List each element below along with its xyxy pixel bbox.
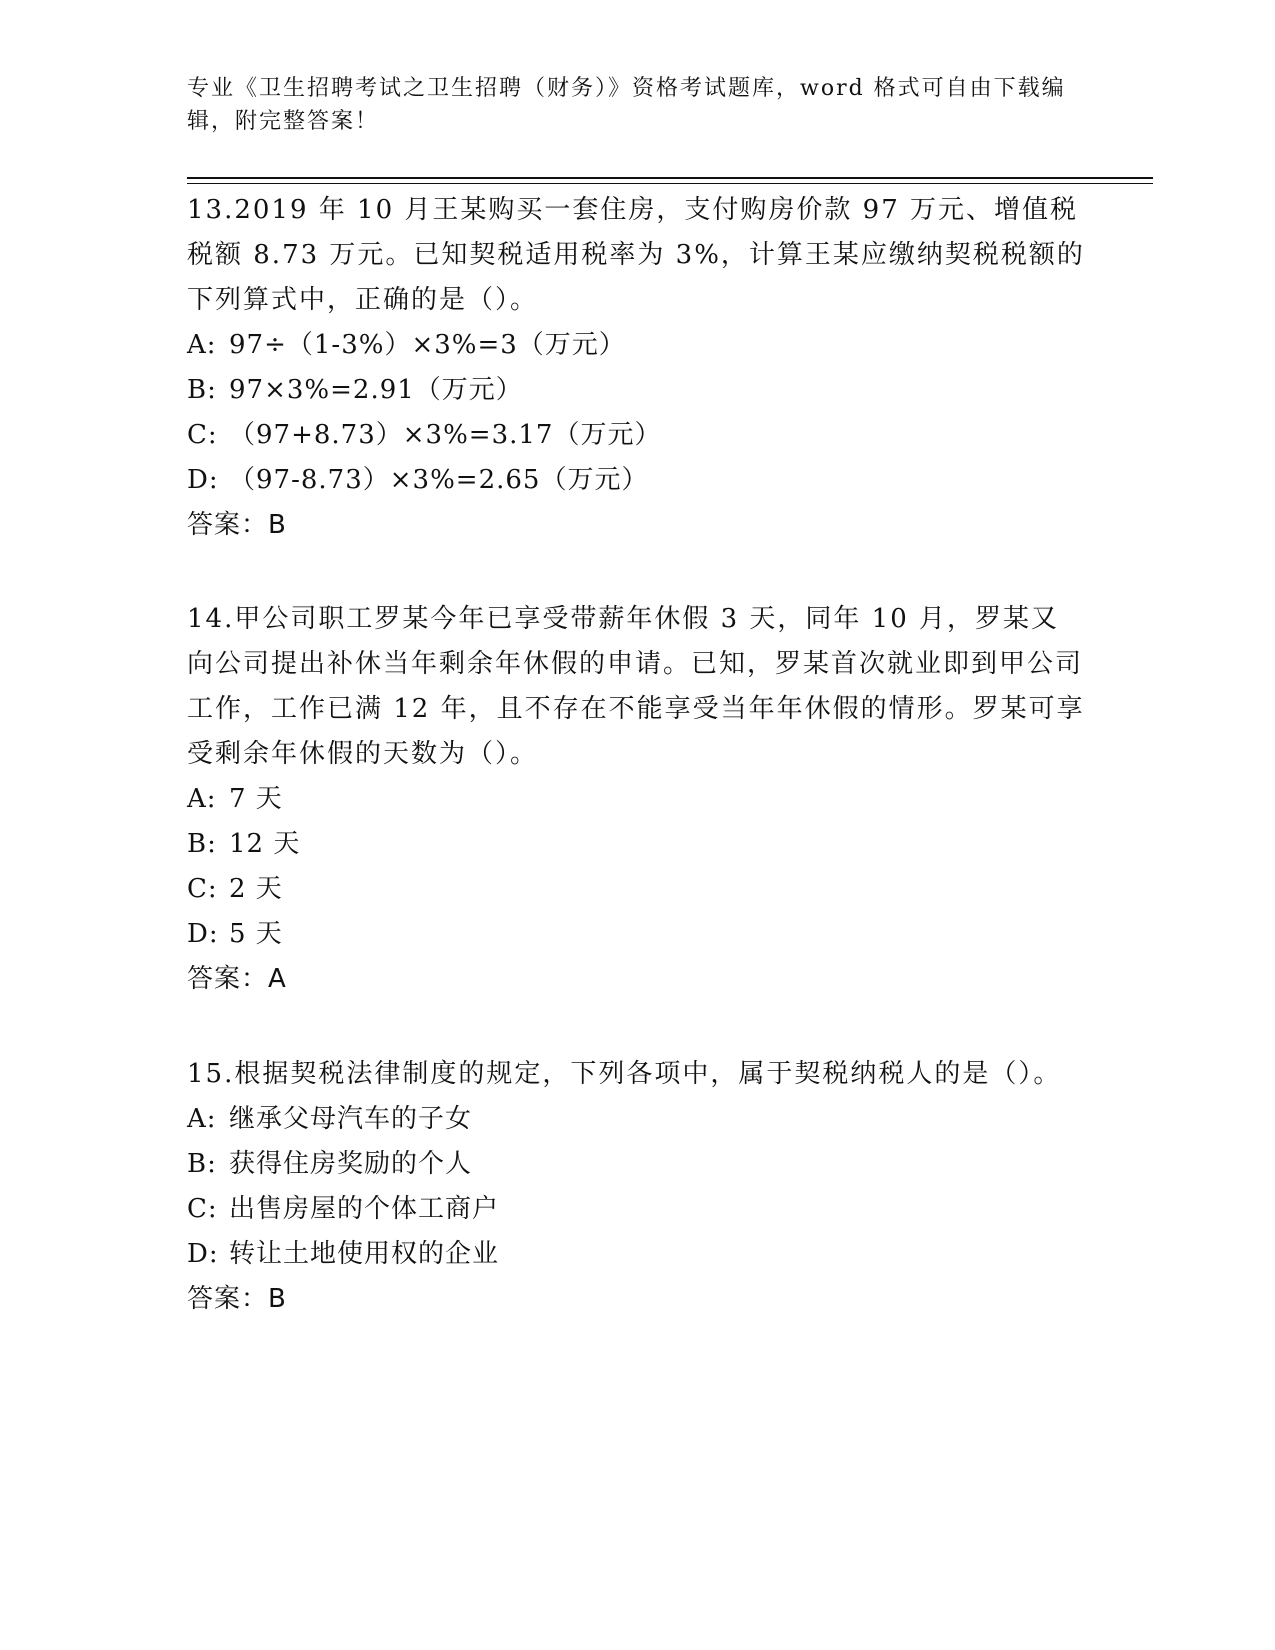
option-c	[187, 1187, 1087, 1232]
option-key: A:	[187, 1104, 217, 1134]
option-key: C:	[187, 420, 218, 450]
option-text: 2 天	[229, 874, 283, 904]
option-d	[187, 912, 1087, 957]
question-stem: 14.甲公司职工罗某今年已享受带薪年休假 3 天，同年 10 月，罗某又向公司提出补休当年剩余年休假的申请。已知，罗某首次就业即到甲公司工作，工作已满 12 年，且不存在不能享受当年年休假的情形。罗某可享受剩余年休假的天数为（）。	[187, 604, 1085, 769]
option-key: C:	[187, 874, 218, 904]
answer-label: 答案：A	[187, 964, 287, 994]
option-b	[187, 368, 1087, 413]
header-divider-thin	[187, 183, 1153, 184]
option-text: 出售房屋的个体工商户	[229, 1194, 500, 1224]
option-a	[187, 323, 1087, 368]
option-key: D:	[187, 919, 219, 949]
answer-label: 答案：B	[187, 510, 287, 540]
option-text: 97÷（1-3%）×3%=3（万元）	[229, 330, 626, 360]
option-key: D:	[187, 1239, 219, 1269]
option-key: B:	[187, 1149, 217, 1179]
option-text: （97+8.73）×3%=3.17（万元）	[229, 420, 662, 450]
question-stem: 13.2019 年 10 月王某购买一套住房，支付购房价款 97 万元、增值税税额 8.73 万元。已知契税适用税率为 3%，计算王某应缴纳契税税额的下列算式中，正确的是（）。	[187, 195, 1085, 315]
question-14	[187, 597, 1087, 1002]
option-key: B:	[187, 375, 217, 405]
option-text: 继承父母汽车的子女	[229, 1104, 473, 1134]
option-a	[187, 777, 1087, 822]
option-b	[187, 1142, 1087, 1187]
question-13	[187, 188, 1087, 548]
header-divider-thick	[187, 177, 1153, 179]
option-b	[187, 822, 1087, 867]
option-key: D:	[187, 465, 219, 495]
option-text: 97×3%=2.91（万元）	[229, 375, 523, 405]
option-c	[187, 413, 1087, 458]
question-15	[187, 1052, 1087, 1322]
option-c	[187, 867, 1087, 912]
question-stem: 15.根据契税法律制度的规定，下列各项中，属于契税纳税人的是（）。	[187, 1059, 1062, 1089]
option-d	[187, 1232, 1087, 1277]
answer-label: 答案：B	[187, 1284, 287, 1314]
option-text: 转让土地使用权的企业	[229, 1239, 500, 1269]
option-key: A:	[187, 784, 217, 814]
option-text: 5 天	[229, 919, 283, 949]
option-text: 12 天	[229, 829, 301, 859]
document-header: 专业《卫生招聘考试之卫生招聘（财务）》资格考试题库，word 格式可自由下载编辑，附完整答案！	[187, 76, 1066, 134]
option-a	[187, 1097, 1087, 1142]
option-text: 获得住房奖励的个人	[229, 1149, 473, 1179]
option-d	[187, 458, 1087, 503]
option-text: 7 天	[229, 784, 283, 814]
option-text: （97-8.73）×3%=2.65（万元）	[229, 465, 649, 495]
option-key: A:	[187, 330, 217, 360]
option-key: C:	[187, 1194, 218, 1224]
option-key: B:	[187, 829, 217, 859]
